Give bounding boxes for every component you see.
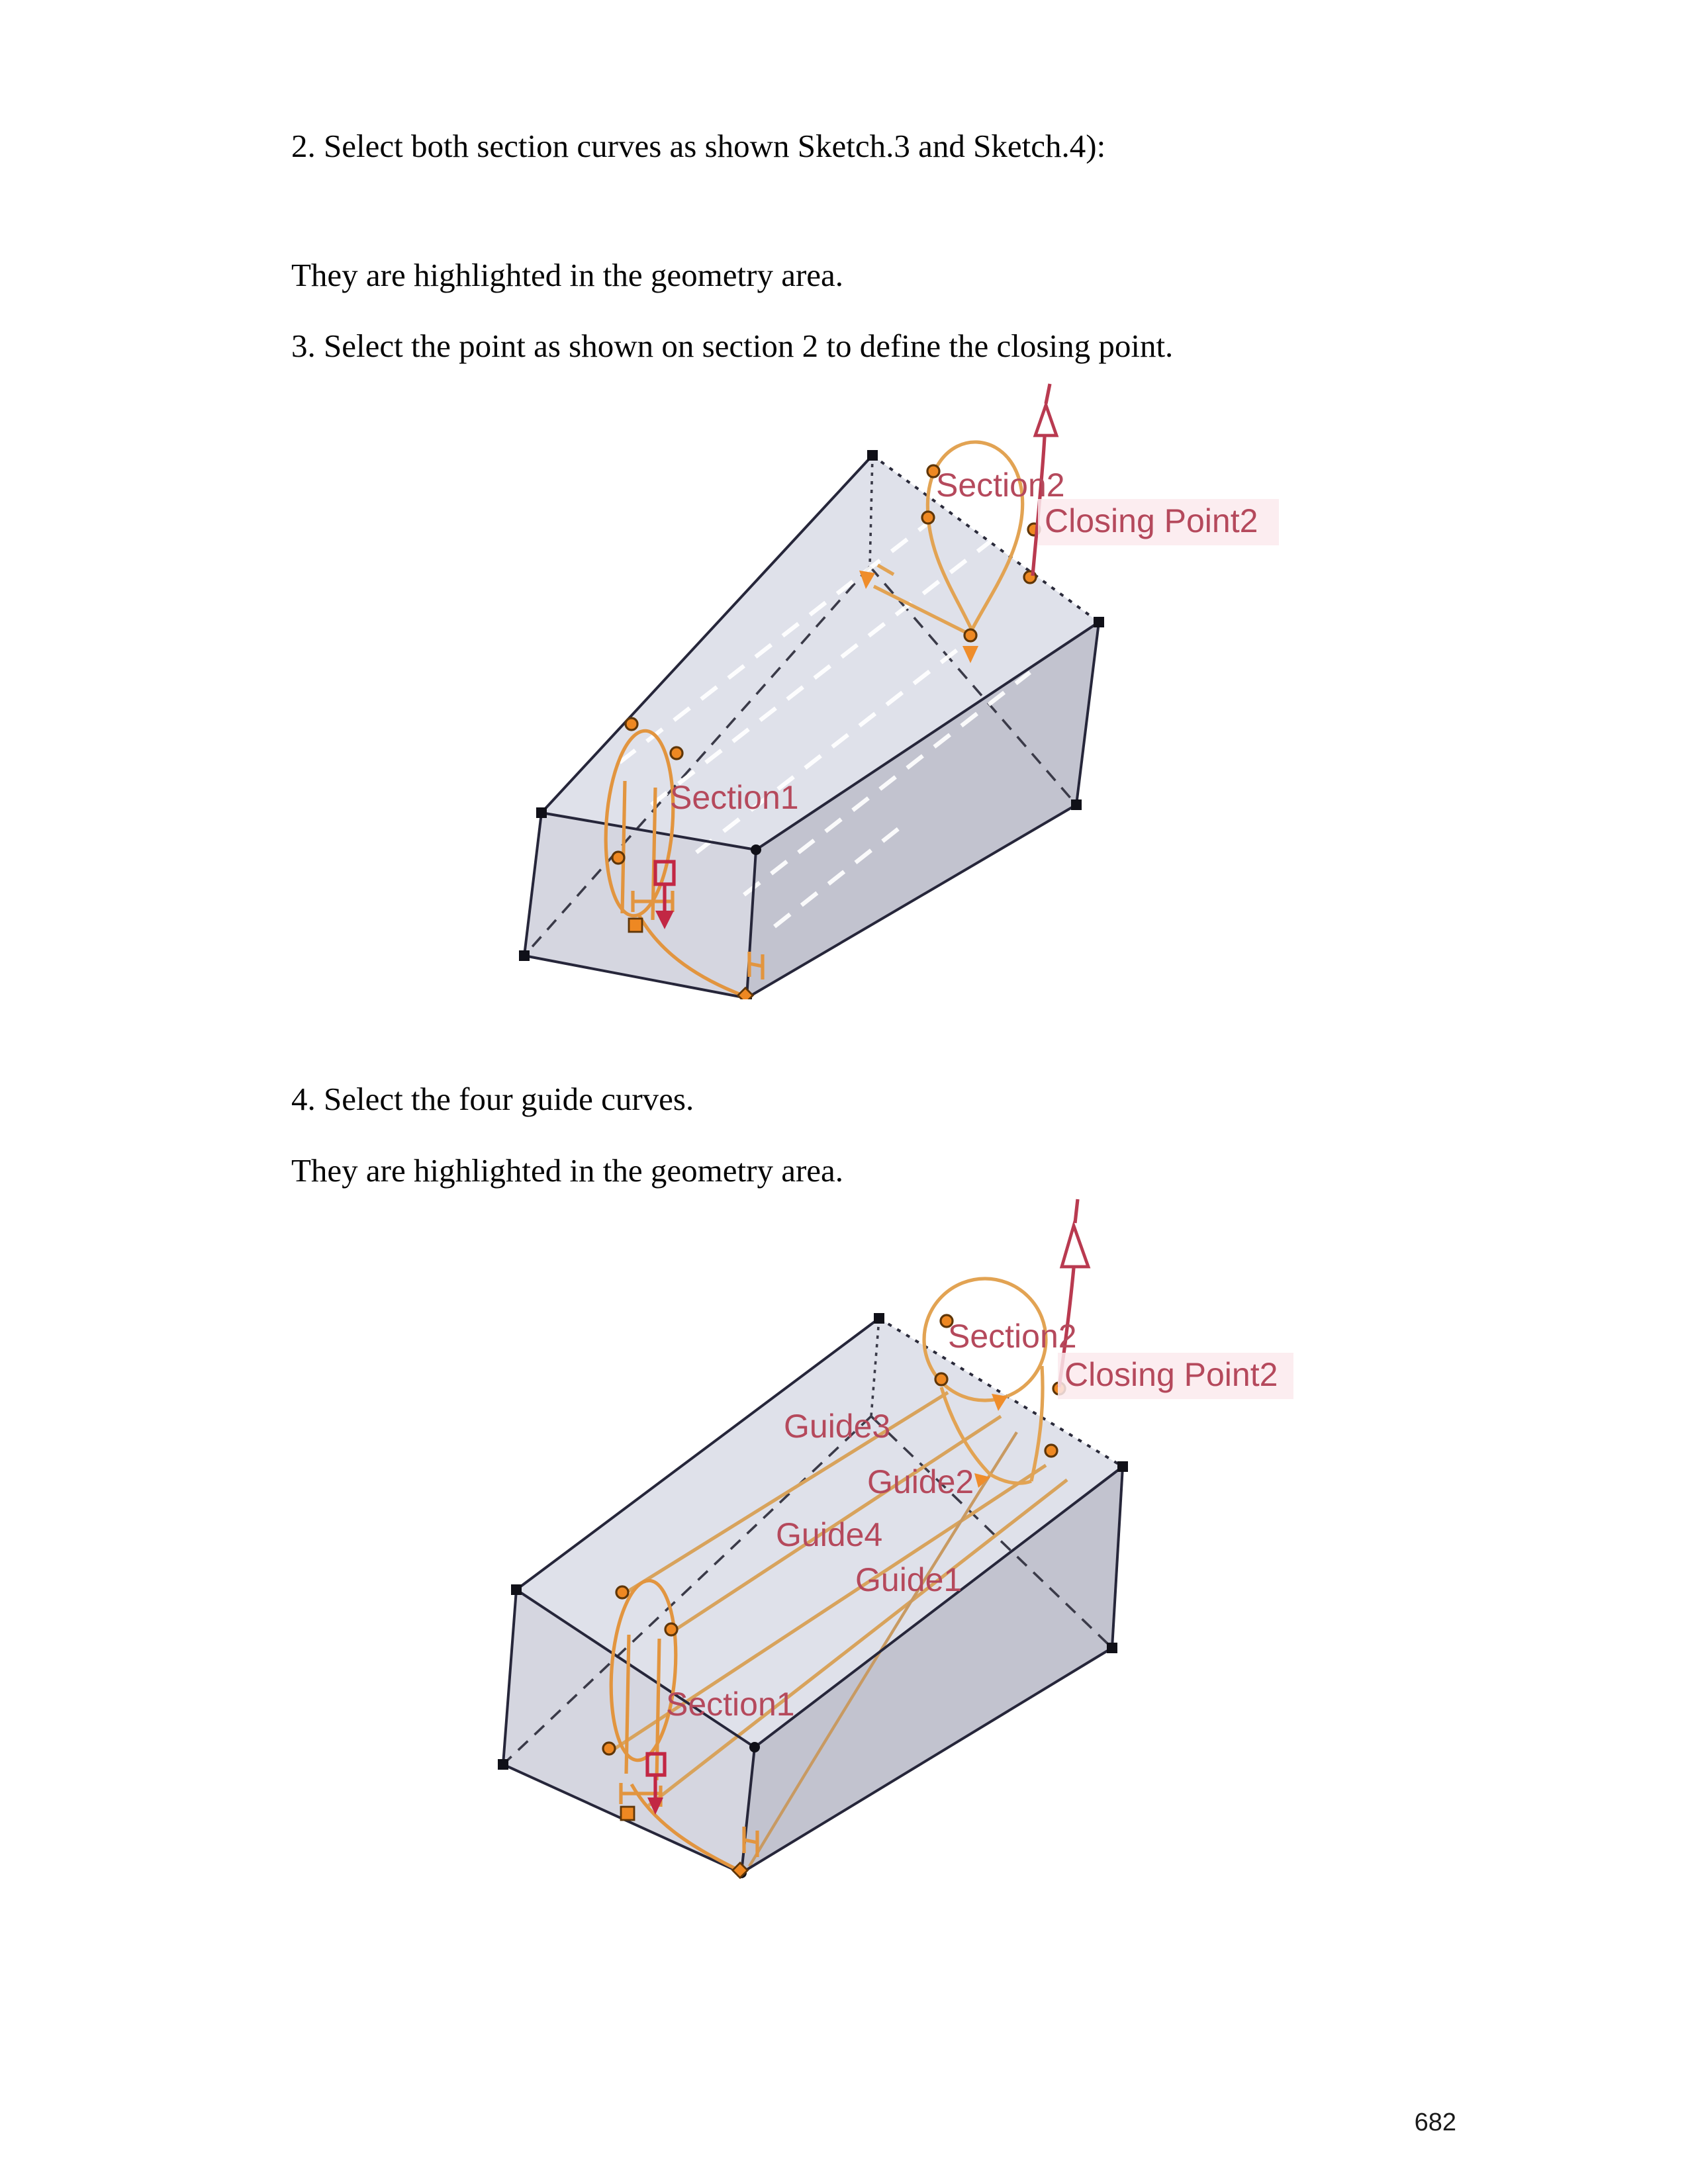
figure2-label-guide2: Guide2 [867, 1463, 974, 1500]
note-highlighted-1: They are highlighted in the geometry area. [291, 257, 844, 293]
step-4-text: 4. Select the four guide curves. [291, 1081, 694, 1117]
step-3-text: 3. Select the point as shown on section 2 to define the closing point. [291, 328, 1174, 364]
box-faces [503, 1318, 1123, 1873]
figure1-label-closing-point2: Closing Point2 [1045, 502, 1258, 539]
figure1-label-section1: Section1 [670, 779, 799, 816]
figure-sections-closing-point [503, 344, 1297, 999]
note-highlighted-2: They are highlighted in the geometry area. [291, 1152, 844, 1189]
figure2-label-section2: Section2 [948, 1318, 1077, 1355]
box-faces [524, 455, 1099, 998]
figure2-label-section1: Section1 [666, 1686, 795, 1723]
figure2-label-guide3: Guide3 [784, 1408, 891, 1445]
figure2-label-guide4: Guide4 [776, 1516, 883, 1553]
figure2-label-guide1: Guide1 [855, 1561, 962, 1598]
figure1-label-section2: Section2 [936, 467, 1065, 504]
figure-guide-curves [490, 1191, 1297, 1906]
figure2-label-closing-point2: Closing Point2 [1064, 1356, 1278, 1393]
page-number: 682 [1414, 2109, 1456, 2136]
step-2-text: 2. Select both section curves as shown Sketch.3 and Sketch.4): [291, 128, 1106, 164]
